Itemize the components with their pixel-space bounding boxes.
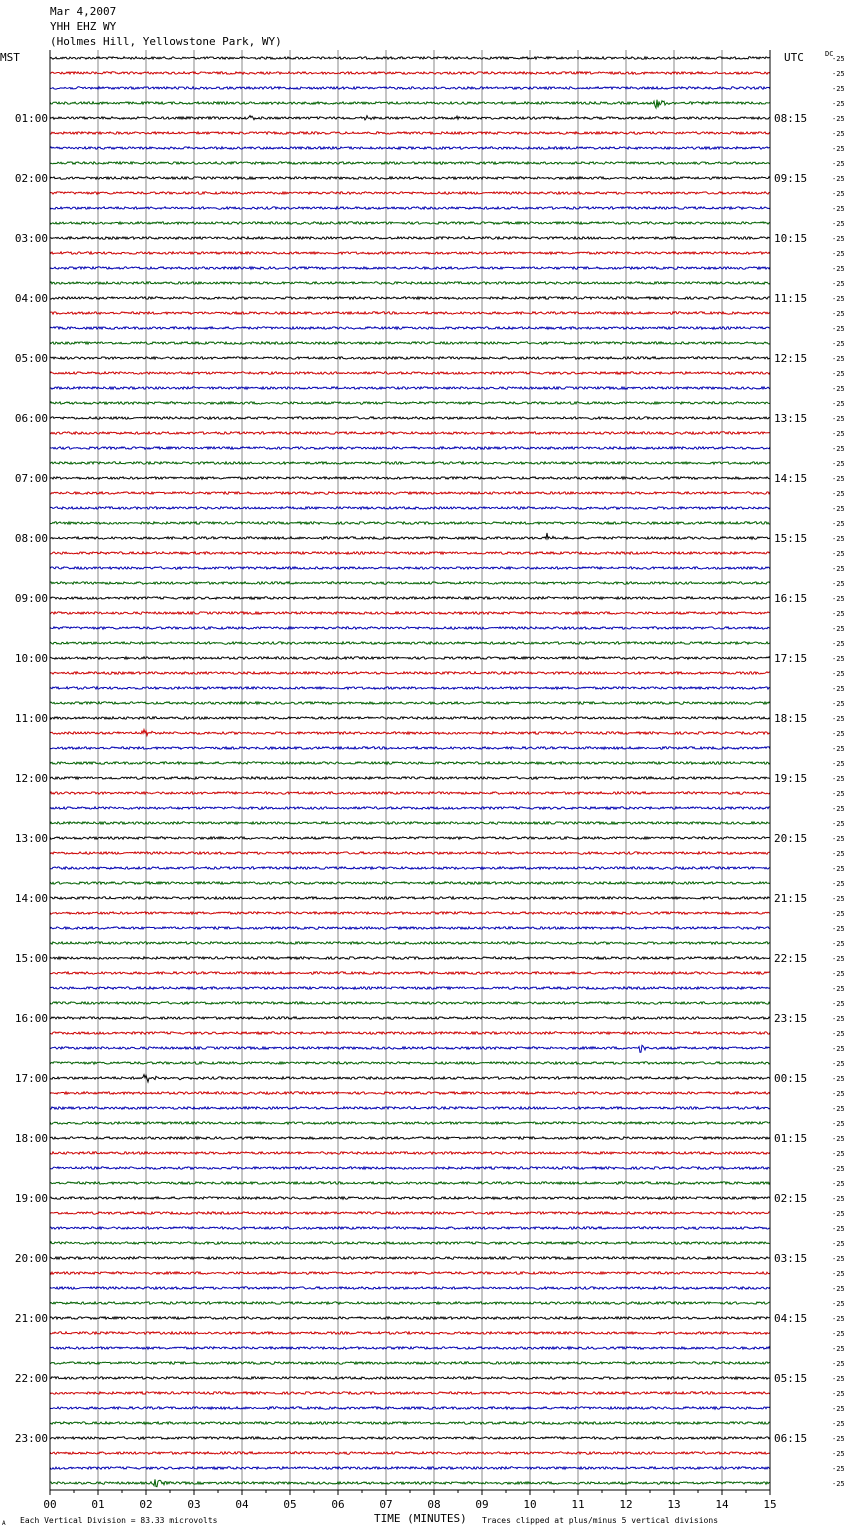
trace-scale-label: -25 [832, 205, 845, 213]
trace-scale-label: -25 [832, 1060, 845, 1068]
trace-scale-label: -25 [832, 910, 845, 918]
utc-hour-label: 18:15 [774, 712, 808, 725]
x-tick-label: 08 [427, 1498, 441, 1511]
seismic-trace [50, 372, 770, 374]
trace-scale-label: -25 [832, 130, 845, 138]
seismic-trace [50, 342, 770, 344]
trace-scale-label: -25 [832, 310, 845, 318]
mst-hour-label: 07:00 [14, 472, 48, 485]
seismic-trace [50, 942, 770, 944]
mst-hour-label: 04:00 [14, 292, 48, 305]
mst-hour-label: 13:00 [14, 832, 48, 845]
x-tick-label: 15 [763, 1498, 777, 1511]
trace-scale-label: -25 [832, 1450, 845, 1458]
seismic-trace [50, 1045, 770, 1052]
x-tick-label: 13 [667, 1498, 681, 1511]
trace-scale-label: -25 [832, 1195, 845, 1203]
x-tick-label: 10 [523, 1498, 537, 1511]
seismic-trace [50, 522, 770, 524]
trace-scale-label: -25 [832, 730, 845, 738]
x-tick-label: 03 [187, 1498, 201, 1511]
seismic-trace [50, 432, 770, 434]
seismic-trace [50, 1212, 770, 1214]
trace-scale-label: -25 [832, 640, 845, 648]
trace-scale-label: -25 [832, 1105, 845, 1113]
seismic-trace [50, 1152, 770, 1154]
seismic-trace [50, 1107, 770, 1109]
utc-hour-label: 08:15 [774, 112, 808, 125]
mst-hour-label: 20:00 [14, 1252, 48, 1265]
seismic-trace [50, 762, 770, 764]
seismic-trace [50, 177, 770, 179]
trace-scale-label: -25 [832, 835, 845, 843]
seismic-trace [50, 1062, 770, 1064]
seismic-trace [50, 867, 770, 869]
seismic-trace [50, 642, 770, 644]
trace-scale-label: -25 [832, 1465, 845, 1473]
seismic-trace [50, 1392, 770, 1394]
trace-scale-label: -25 [832, 1255, 845, 1263]
utc-axis-label: UTC [784, 51, 804, 64]
dc-label: DC [825, 50, 834, 58]
x-tick-label: 11 [571, 1498, 585, 1511]
seismic-trace [50, 462, 770, 464]
seismic-trace [50, 807, 770, 809]
seismic-trace [50, 822, 770, 824]
trace-scale-label: -25 [832, 1210, 845, 1218]
trace-scale-label: -25 [832, 895, 845, 903]
trace-scale-label: -25 [832, 595, 845, 603]
seismic-trace [50, 957, 770, 959]
mst-hour-label: 10:00 [14, 652, 48, 665]
seismic-trace [50, 912, 770, 914]
header-station: YHH EHZ WY [50, 20, 117, 33]
trace-scale-label: -25 [832, 1375, 845, 1383]
seismic-trace [50, 1075, 770, 1082]
seismic-trace [50, 1422, 770, 1424]
seismic-trace [50, 533, 770, 539]
clip-note: Traces clipped at plus/minus 5 vertical divisions [482, 1516, 719, 1525]
seismic-trace [50, 492, 770, 494]
seismic-trace [50, 1452, 770, 1454]
seismic-trace [50, 882, 770, 884]
trace-scale-label: -25 [832, 415, 845, 423]
seismic-trace [50, 852, 770, 854]
utc-hour-label: 01:15 [774, 1132, 808, 1145]
trace-scale-label: -25 [832, 265, 845, 273]
trace-scale-label: -25 [832, 625, 845, 633]
trace-scale-label: -25 [832, 1345, 845, 1353]
trace-scale-label: -25 [832, 160, 845, 168]
seismic-trace [50, 116, 770, 120]
trace-scale-label: -25 [832, 940, 845, 948]
trace-scale-label: -25 [832, 1045, 845, 1053]
seismic-trace [50, 1227, 770, 1229]
trace-scale-label: -25 [832, 70, 845, 78]
trace-scale-label: -25 [832, 385, 845, 393]
trace-scale-label: -25 [832, 430, 845, 438]
seismic-trace [50, 57, 770, 59]
seismic-trace [50, 1437, 770, 1439]
mst-hour-label: 17:00 [14, 1072, 48, 1085]
mst-hour-label: 08:00 [14, 532, 48, 545]
mst-hour-label: 22:00 [14, 1372, 48, 1385]
trace-scale-label: -25 [832, 355, 845, 363]
seismic-trace [50, 1242, 770, 1244]
trace-scale-label: -25 [832, 100, 845, 108]
seismic-trace [50, 357, 770, 359]
seismic-trace [50, 507, 770, 509]
trace-scale-label: -25 [832, 1300, 845, 1308]
seismic-trace [50, 837, 770, 839]
trace-scale-label: -25 [832, 1480, 845, 1488]
trace-scale-label: -25 [832, 460, 845, 468]
trace-scale-label: -25 [832, 145, 845, 153]
seismic-trace [50, 672, 770, 674]
seismic-trace [50, 972, 770, 974]
trace-scale-label: -25 [832, 985, 845, 993]
utc-hour-label: 22:15 [774, 952, 808, 965]
trace-scale-label: -25 [832, 1435, 845, 1443]
seismic-trace [50, 1362, 770, 1364]
seismic-trace [50, 387, 770, 389]
seismic-trace [50, 1347, 770, 1349]
seismic-trace [50, 627, 770, 629]
trace-scale-label: -25 [832, 490, 845, 498]
x-tick-label: 06 [331, 1498, 345, 1511]
seismic-trace [50, 987, 770, 989]
trace-scale-label: -25 [832, 670, 845, 678]
seismic-trace [50, 792, 770, 794]
trace-scale-label: -25 [832, 295, 845, 303]
seismic-trace [50, 1467, 770, 1469]
x-tick-label: 09 [475, 1498, 489, 1511]
trace-scale-label: -25 [832, 1075, 845, 1083]
utc-hour-label: 13:15 [774, 412, 808, 425]
seismic-trace [50, 207, 770, 209]
trace-scale-label: -25 [832, 505, 845, 513]
seismic-trace [50, 1332, 770, 1334]
mst-hour-label: 05:00 [14, 352, 48, 365]
mst-hour-label: 19:00 [14, 1192, 48, 1205]
seismic-trace [50, 132, 770, 134]
seismic-trace [50, 1287, 770, 1289]
trace-scale-label: -25 [832, 400, 845, 408]
seismic-trace [50, 267, 770, 269]
utc-hour-label: 06:15 [774, 1432, 808, 1445]
trace-scale-label: -25 [832, 715, 845, 723]
trace-scale-label: -25 [832, 340, 845, 348]
trace-scale-label: -25 [832, 880, 845, 888]
seismic-trace [50, 72, 770, 74]
seismic-trace [50, 687, 770, 689]
utc-hour-label: 02:15 [774, 1192, 808, 1205]
seismic-trace [50, 597, 770, 599]
trace-scale-label: -25 [832, 805, 845, 813]
trace-scale-label: -25 [832, 655, 845, 663]
mst-hour-label: 18:00 [14, 1132, 48, 1145]
seismic-trace [50, 747, 770, 749]
utc-hour-label: 03:15 [774, 1252, 808, 1265]
seismic-trace [50, 1167, 770, 1169]
trace-scale-label: -25 [832, 280, 845, 288]
trace-scale-label: -25 [832, 610, 845, 618]
trace-scale-label: -25 [832, 580, 845, 588]
seismic-trace [50, 162, 770, 164]
utc-hour-label: 17:15 [774, 652, 808, 665]
utc-hour-label: 14:15 [774, 472, 808, 485]
seismic-trace [50, 282, 770, 284]
seismic-trace [50, 1377, 770, 1379]
seismic-trace [50, 657, 770, 659]
utc-hour-label: 20:15 [774, 832, 808, 845]
trace-scale-label: -25 [832, 820, 845, 828]
header-date: Mar 4,2007 [50, 5, 117, 18]
trace-scale-label: -25 [832, 1330, 845, 1338]
seismic-trace [50, 297, 770, 299]
seismic-trace [50, 1257, 770, 1259]
trace-scale-label: -25 [832, 565, 845, 573]
seismic-trace [50, 567, 770, 569]
utc-hour-label: 00:15 [774, 1072, 808, 1085]
footer-mark: A [2, 1520, 6, 1527]
trace-scale-label: -25 [832, 520, 845, 528]
trace-scale-label: -25 [832, 1315, 845, 1323]
seismic-trace [50, 1317, 770, 1319]
trace-scale-label: -25 [832, 475, 845, 483]
mst-hour-label: 21:00 [14, 1312, 48, 1325]
mst-hour-label: 15:00 [14, 952, 48, 965]
utc-hour-label: 21:15 [774, 892, 808, 905]
seismic-trace [50, 1032, 770, 1034]
trace-scale-label: -25 [832, 235, 845, 243]
trace-scale-label: -25 [832, 1360, 845, 1368]
trace-scale-label: -25 [832, 865, 845, 873]
seismic-trace [50, 417, 770, 419]
seismic-trace [50, 477, 770, 479]
mst-hour-label: 11:00 [14, 712, 48, 725]
trace-scale-label: -25 [832, 700, 845, 708]
mst-hour-label: 06:00 [14, 412, 48, 425]
trace-scale-label: -25 [832, 1165, 845, 1173]
trace-scale-label: -25 [832, 1015, 845, 1023]
utc-hour-label: 05:15 [774, 1372, 808, 1385]
trace-scale-label: -25 [832, 1270, 845, 1278]
x-tick-label: 02 [139, 1498, 153, 1511]
seismic-trace [50, 1182, 770, 1184]
x-tick-label: 00 [43, 1498, 57, 1511]
seismic-trace [50, 552, 770, 554]
seismic-trace [50, 447, 770, 449]
seismic-trace [50, 1479, 770, 1486]
mst-hour-label: 16:00 [14, 1012, 48, 1025]
trace-scale-label: -25 [832, 850, 845, 858]
seismic-trace [50, 1302, 770, 1304]
seismic-trace [50, 222, 770, 224]
seismic-trace [50, 582, 770, 584]
mst-hour-label: 01:00 [14, 112, 48, 125]
seismic-trace [50, 1122, 770, 1124]
mst-hour-label: 02:00 [14, 172, 48, 185]
seismic-trace [50, 717, 770, 719]
trace-scale-label: -25 [832, 1000, 845, 1008]
utc-hour-label: 09:15 [774, 172, 808, 185]
utc-hour-label: 10:15 [774, 232, 808, 245]
seismic-trace [50, 237, 770, 239]
header-location: (Holmes Hill, Yellowstone Park, WY) [50, 35, 282, 48]
seismic-trace [50, 312, 770, 314]
trace-scale-label: -25 [832, 1135, 845, 1143]
trace-scale-label: -25 [832, 85, 845, 93]
trace-scale-label: -25 [832, 1120, 845, 1128]
utc-hour-label: 12:15 [774, 352, 808, 365]
utc-hour-label: 11:15 [774, 292, 808, 305]
trace-scale-label: -25 [832, 1285, 845, 1293]
x-axis-title: TIME (MINUTES) [374, 1512, 467, 1525]
utc-hour-label: 04:15 [774, 1312, 808, 1325]
seismic-trace [50, 1002, 770, 1004]
trace-scale-label: -25 [832, 790, 845, 798]
trace-scale-label: -25 [832, 955, 845, 963]
mst-hour-label: 23:00 [14, 1432, 48, 1445]
seismic-trace [50, 87, 770, 89]
utc-hour-label: 15:15 [774, 532, 808, 545]
trace-scale-label: -25 [832, 970, 845, 978]
trace-scale-label: -25 [832, 685, 845, 693]
trace-scale-label: -25 [832, 1405, 845, 1413]
trace-scale-label: -25 [832, 1390, 845, 1398]
seismic-trace [50, 1407, 770, 1409]
trace-scale-label: -25 [832, 190, 845, 198]
trace-scale-label: -25 [832, 535, 845, 543]
trace-scale-label: -25 [832, 1090, 845, 1098]
trace-scale-label: -25 [832, 760, 845, 768]
x-tick-label: 12 [619, 1498, 633, 1511]
seismic-trace [50, 730, 770, 736]
mst-axis-label: MST [0, 51, 20, 64]
seismic-trace [50, 1137, 770, 1139]
seismic-trace [50, 252, 770, 254]
seismic-trace [50, 1272, 770, 1274]
trace-scale-label: -25 [832, 175, 845, 183]
mst-hour-label: 09:00 [14, 592, 48, 605]
trace-scale-label: -25 [832, 745, 845, 753]
trace-scale-label: -25 [832, 775, 845, 783]
trace-scale-label: -25 [832, 925, 845, 933]
mst-hour-label: 14:00 [14, 892, 48, 905]
x-tick-label: 04 [235, 1498, 249, 1511]
trace-scale-label: -25 [832, 55, 845, 63]
seismic-trace [50, 192, 770, 194]
mst-hour-label: 12:00 [14, 772, 48, 785]
seismic-trace [50, 327, 770, 329]
seismic-trace [50, 1017, 770, 1019]
utc-hour-label: 23:15 [774, 1012, 808, 1025]
trace-scale-label: -25 [832, 445, 845, 453]
trace-scale-label: -25 [832, 325, 845, 333]
x-tick-label: 05 [283, 1498, 297, 1511]
trace-scale-label: -25 [832, 550, 845, 558]
utc-hour-label: 19:15 [774, 772, 808, 785]
seismic-trace [50, 100, 770, 108]
seismic-trace [50, 612, 770, 614]
seismic-trace [50, 147, 770, 149]
seismic-trace [50, 777, 770, 779]
mst-hour-label: 03:00 [14, 232, 48, 245]
trace-scale-label: -25 [832, 1180, 845, 1188]
trace-scale-label: -25 [832, 1240, 845, 1248]
trace-scale-label: -25 [832, 370, 845, 378]
vertical-division-note: Each Vertical Division = 83.33 microvolts [20, 1516, 218, 1525]
seismic-trace [50, 1197, 770, 1199]
trace-scale-label: -25 [832, 220, 845, 228]
utc-hour-label: 16:15 [774, 592, 808, 605]
seismic-trace [50, 897, 770, 899]
seismic-trace [50, 1092, 770, 1094]
x-tick-label: 07 [379, 1498, 393, 1511]
seismic-trace [50, 702, 770, 704]
trace-scale-label: -25 [832, 115, 845, 123]
trace-scale-label: -25 [832, 1225, 845, 1233]
seismic-trace [50, 927, 770, 929]
seismic-trace [50, 402, 770, 404]
trace-scale-label: -25 [832, 1030, 845, 1038]
x-tick-label: 01 [91, 1498, 105, 1511]
trace-scale-label: -25 [832, 250, 845, 258]
trace-scale-label: -25 [832, 1420, 845, 1428]
trace-scale-label: -25 [832, 1150, 845, 1158]
x-tick-label: 14 [715, 1498, 729, 1511]
